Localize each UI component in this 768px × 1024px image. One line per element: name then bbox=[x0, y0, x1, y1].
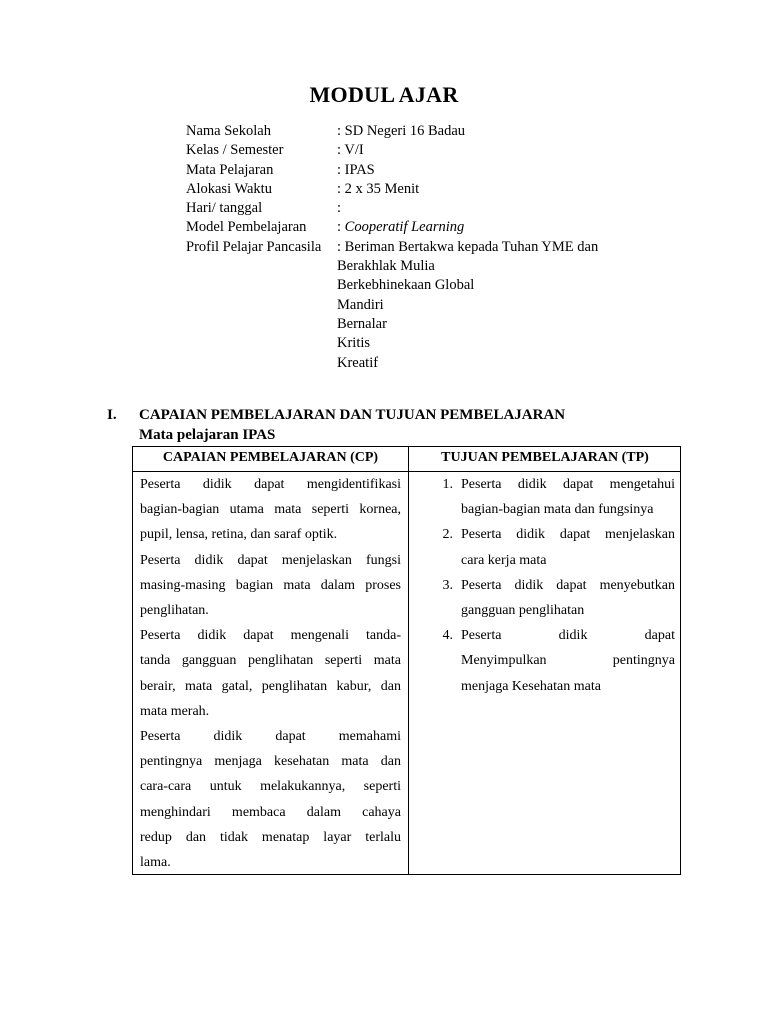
info-value: : 2 x 35 Menit bbox=[337, 180, 420, 197]
cp-line: Peserta didik dapat memahami bbox=[140, 729, 401, 745]
tp-item bbox=[417, 623, 675, 699]
document-title: MODUL AJAR bbox=[309, 82, 459, 107]
profile-line: Kreatif bbox=[337, 354, 379, 371]
cp-paragraph bbox=[140, 472, 401, 548]
tp-item bbox=[417, 573, 675, 623]
tp-line: cara kerja mata bbox=[461, 552, 547, 568]
info-label: Profil Pelajar Pancasila bbox=[186, 238, 322, 255]
cp-line: bagian-bagian utama mata seperti kornea, bbox=[140, 502, 401, 518]
section-title: CAPAIAN PEMBELAJARAN DAN TUJUAN PEMBELAJARAN bbox=[139, 407, 566, 423]
cp-line: cara-cara untuk melakukannya, seperti bbox=[140, 779, 401, 795]
cp-paragraph bbox=[140, 724, 401, 875]
info-value: : V/I bbox=[337, 142, 364, 159]
tp-line: Peserta didik dapat menjelaskan bbox=[461, 527, 675, 543]
cp-line: menghindari membaca dalam cahaya bbox=[140, 804, 401, 820]
tp-line: menjaga Kesehatan mata bbox=[461, 678, 601, 694]
profile-line: Kritis bbox=[337, 335, 371, 352]
cp-column bbox=[140, 472, 401, 875]
info-row-profile bbox=[186, 238, 598, 257]
cp-line: tanda gangguan penglihatan seperti mata bbox=[140, 653, 401, 669]
tp-line: bagian-bagian mata dan fungsinya bbox=[461, 502, 654, 518]
profile-continuation bbox=[337, 257, 598, 373]
tp-line: Peserta didik dapat bbox=[461, 628, 675, 644]
info-value: Cooperatif Learning bbox=[344, 219, 465, 236]
info-label: Nama Sekolah bbox=[186, 123, 271, 139]
info-value: : IPAS bbox=[337, 161, 375, 178]
cp-tp-table bbox=[132, 446, 681, 875]
tp-number: 3. bbox=[442, 577, 453, 593]
cp-line: redup dan tidak menatap layar terlalu bbox=[140, 829, 401, 845]
info-row-date bbox=[186, 199, 598, 218]
info-label: Alokasi Waktu bbox=[186, 180, 272, 197]
cp-line: mata merah. bbox=[140, 703, 210, 719]
info-label: Kelas / Semester bbox=[186, 142, 284, 159]
tp-line: gangguan penglihatan bbox=[461, 603, 585, 619]
cp-paragraph bbox=[140, 623, 401, 724]
info-value: : SD Negeri 16 Badau bbox=[337, 123, 466, 139]
cp-line: pupil, lensa, retina, dan saraf optik. bbox=[140, 527, 338, 543]
section-subtitle: Mata pelajaran IPAS bbox=[139, 427, 276, 443]
info-label: Mata Pelajaran bbox=[186, 161, 274, 178]
tp-number: 4. bbox=[442, 628, 453, 644]
header-tp: TUJUAN PEMBELAJARAN (TP) bbox=[441, 450, 649, 465]
cp-line: masing-masing bagian mata dalam proses bbox=[140, 577, 401, 593]
cp-line: Peserta didik dapat menjelaskan fungsi bbox=[140, 552, 401, 568]
tp-item bbox=[417, 522, 675, 572]
profile-line: Bernalar bbox=[337, 315, 387, 332]
cp-paragraph bbox=[140, 548, 401, 624]
tp-number: 2. bbox=[442, 527, 453, 543]
cp-line: berair, mata gatal, penglihatan kabur, dan bbox=[140, 678, 401, 694]
info-value-wrapper bbox=[337, 218, 464, 237]
cp-line: Peserta didik dapat mengidentifikasi bbox=[140, 477, 401, 492]
tp-line: Peserta didik dapat mengetahui bbox=[461, 477, 675, 492]
cp-line: pentingnya menjaga kesehatan mata dan bbox=[140, 754, 401, 770]
info-value-prefix: : bbox=[337, 219, 345, 236]
tp-line: Menyimpulkan pentingnya bbox=[461, 653, 675, 669]
section-number: I. bbox=[107, 407, 117, 423]
tp-number: 1. bbox=[442, 477, 453, 492]
tp-line: Peserta didik dapat menyebutkan bbox=[461, 577, 675, 593]
profile-line: Berakhlak Mulia bbox=[337, 258, 435, 275]
header-cp: CAPAIAN PEMBELAJARAN (CP) bbox=[162, 450, 379, 465]
column-divider bbox=[408, 447, 409, 874]
tp-item bbox=[417, 472, 675, 522]
info-row-subject bbox=[186, 161, 598, 180]
profile-line: Mandiri bbox=[337, 296, 384, 313]
info-value: : bbox=[337, 200, 342, 217]
info-row-school bbox=[186, 122, 598, 141]
tp-column bbox=[417, 472, 675, 699]
cp-line: Peserta didik dapat mengenali tanda- bbox=[140, 628, 401, 644]
profile-line: Berkebhinekaan Global bbox=[337, 277, 475, 294]
info-label: Hari/ tanggal bbox=[186, 200, 263, 217]
info-row-class bbox=[186, 141, 598, 160]
cp-line: penglihatan. bbox=[140, 603, 209, 619]
identity-info-block bbox=[186, 122, 598, 373]
info-row-time bbox=[186, 180, 598, 199]
cp-line: lama. bbox=[140, 855, 171, 871]
info-label: Model Pembelajaran bbox=[186, 219, 307, 236]
info-value: : Beriman Bertakwa kepada Tuhan YME dan bbox=[337, 238, 599, 255]
info-row-model bbox=[186, 218, 598, 237]
